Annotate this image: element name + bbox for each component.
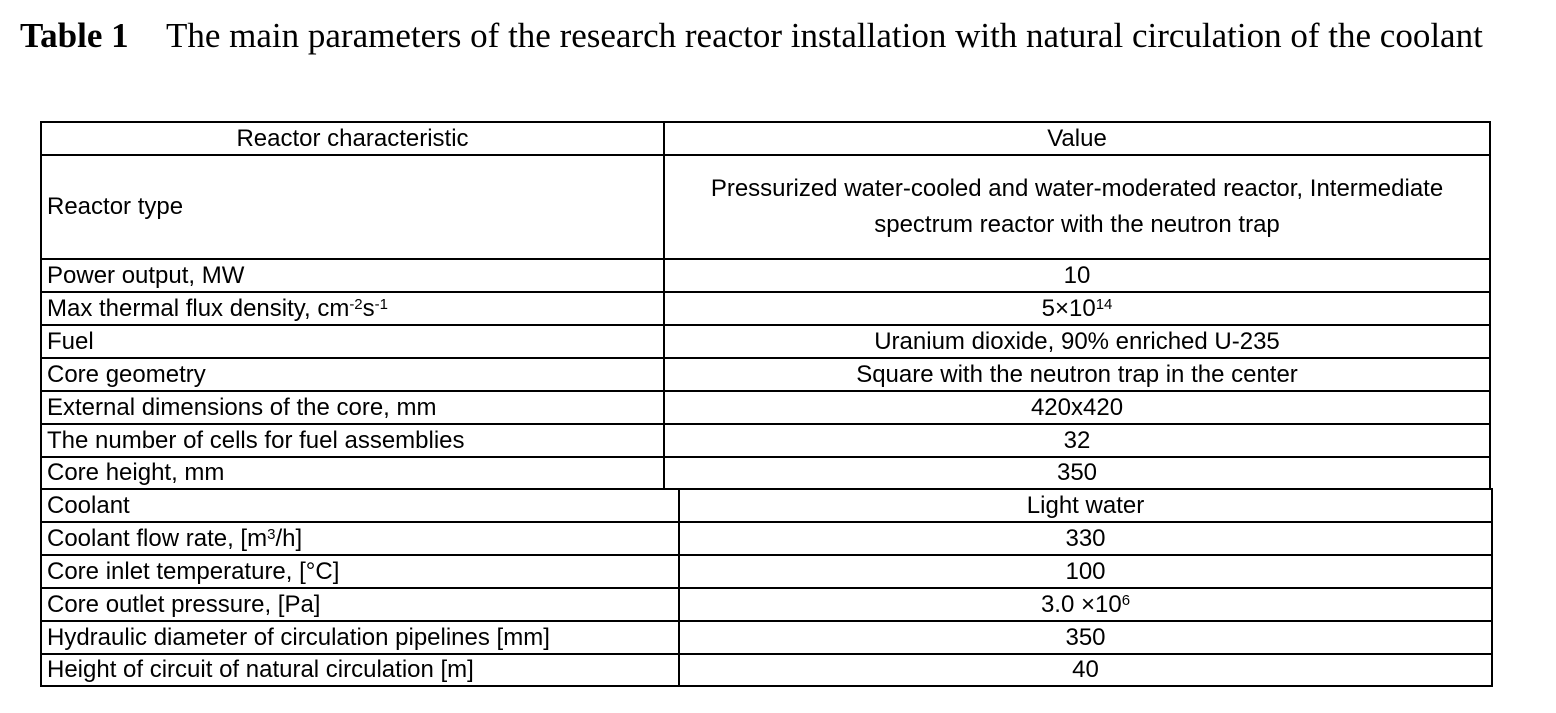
table-caption: [20, 14, 1530, 58]
header-value: Value: [664, 122, 1490, 155]
table-row: [41, 522, 1492, 555]
row-characteristic-sup: -1: [374, 295, 388, 313]
row-value-text: 5×10: [1041, 294, 1096, 322]
row-value: 40: [679, 654, 1492, 686]
table-row: [41, 292, 1490, 325]
row-characteristic: Reactor type: [41, 155, 664, 259]
row-value: 350: [664, 457, 1490, 489]
table-caption-label: Table 1: [20, 16, 129, 55]
table-row: [41, 391, 1490, 424]
table-row: [41, 654, 1492, 686]
row-characteristic: Height of circuit of natural circulation [m]: [41, 654, 679, 686]
table-row: [41, 489, 1492, 522]
row-characteristic: Core inlet temperature, [°C]: [41, 555, 679, 588]
row-value: 100: [679, 555, 1492, 588]
row-value: 32: [664, 424, 1490, 457]
table-row: [41, 621, 1492, 654]
row-value: 330: [679, 522, 1492, 555]
row-characteristic: Core geometry: [41, 358, 664, 391]
table-row: [41, 457, 1490, 489]
row-value: Uranium dioxide, 90% enriched U-235: [664, 325, 1490, 358]
row-value: Light water: [679, 489, 1492, 522]
row-characteristic: The number of cells for fuel assemblies: [41, 424, 664, 457]
row-characteristic: Core outlet pressure, [Pa]: [41, 588, 679, 621]
table-row: [41, 555, 1492, 588]
parameters-table-upper: [40, 121, 1491, 490]
row-characteristic: Hydraulic diameter of circulation pipelines [mm]: [41, 621, 679, 654]
row-characteristic: External dimensions of the core, mm: [41, 391, 664, 424]
table-row: [41, 424, 1490, 457]
row-value: Square with the neutron trap in the center: [664, 358, 1490, 391]
row-value: [664, 292, 1490, 325]
table-row: [41, 588, 1492, 621]
parameters-table-lower: [40, 488, 1493, 687]
table-row: [41, 325, 1490, 358]
row-characteristic: Core height, mm: [41, 457, 664, 489]
table-row: [41, 155, 1490, 259]
row-value-sup: 6: [1121, 591, 1131, 609]
row-characteristic-text: Max thermal flux density, cm: [47, 294, 350, 322]
row-value: Pressurized water-cooled and water-moderated reactor, Intermediate spectrum reactor with the neutron trap: [664, 155, 1490, 259]
row-characteristic-text: Coolant flow rate, [m: [47, 524, 268, 552]
table-row: [41, 259, 1490, 292]
row-characteristic-end: /h]: [275, 524, 303, 552]
row-characteristic: [41, 292, 664, 325]
row-characteristic: Coolant: [41, 489, 679, 522]
row-characteristic-mid: s: [362, 294, 375, 322]
header-characteristic: Reactor characteristic: [41, 122, 664, 155]
table-row: [41, 358, 1490, 391]
row-value-text: 3.0 ×10: [1040, 590, 1122, 618]
row-characteristic: Fuel: [41, 325, 664, 358]
row-characteristic: Power output, MW: [41, 259, 664, 292]
row-value: 10: [664, 259, 1490, 292]
row-value: [679, 588, 1492, 621]
table-header-row: [41, 122, 1490, 155]
row-characteristic-sup: -2: [349, 295, 363, 313]
row-value: 420x420: [664, 391, 1490, 424]
table-caption-title: The main parameters of the research reactor installation with natural circulation of the coolant: [166, 16, 1483, 55]
row-value: 350: [679, 621, 1492, 654]
row-characteristic: [41, 522, 679, 555]
row-value-sup: 14: [1095, 295, 1113, 313]
row-characteristic-sup: 3: [267, 525, 276, 543]
